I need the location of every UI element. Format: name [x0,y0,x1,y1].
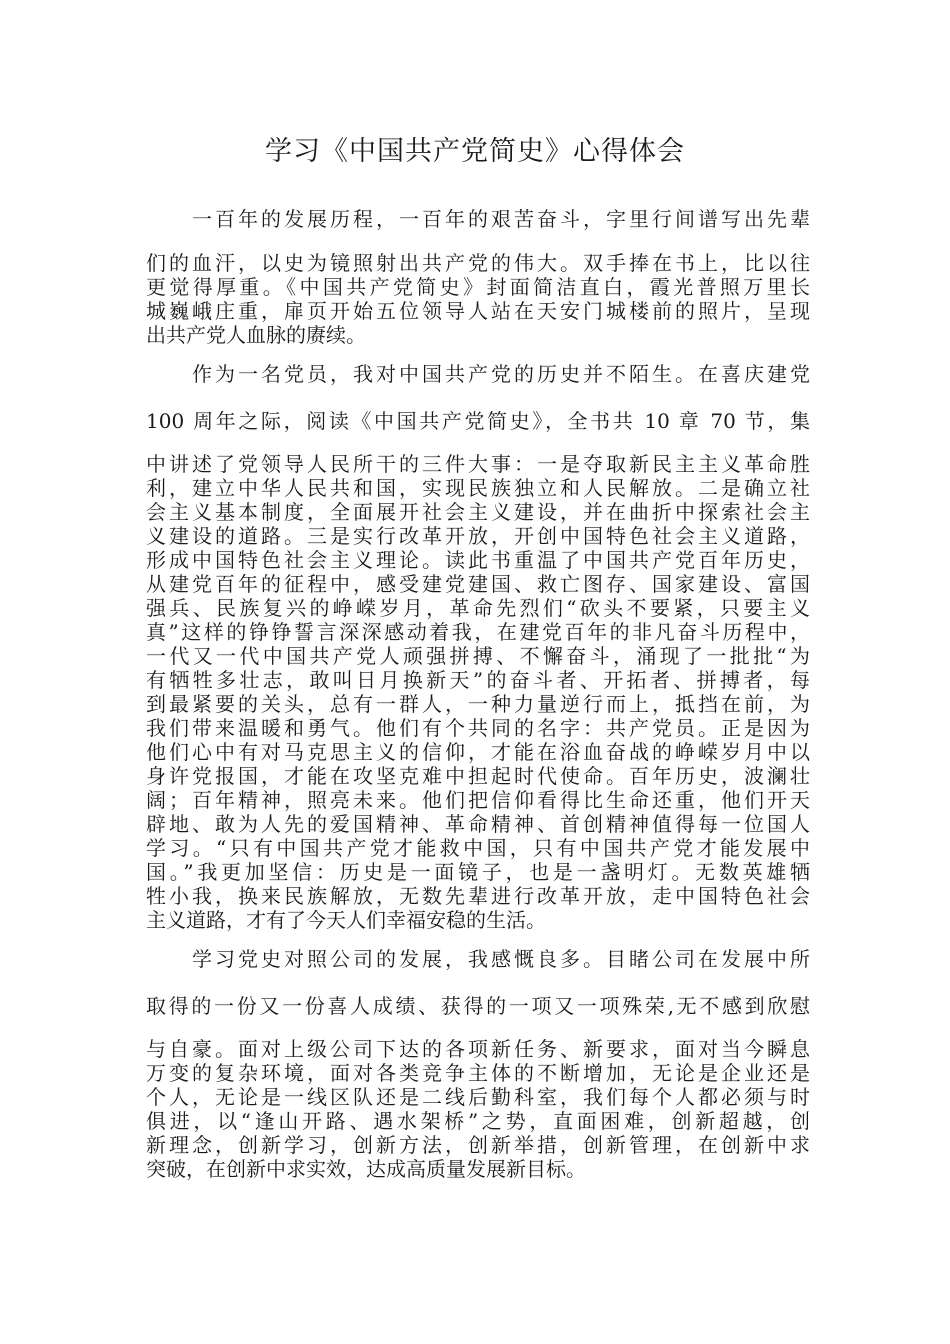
text-line: 们的血汗，以史为镜照射出共产党的伟大。双手捧在书上，比以往 [146,251,810,275]
text-line: 一代又一代中国共产党人顽强拼搏、不懈奋斗，涌现了一批批“为 [146,644,810,668]
text-line: 强兵、民族复兴的峥嵘岁月，革命先烈们“砍头不要紧，只要主义 [146,596,810,620]
text-line: 从建党百年的征程中，感受建党建国、救亡图存、国家建设、富国 [146,572,810,596]
text-line: 形成中国特色社会主义理论。读此书重温了中国共产党百年历史， [146,548,810,572]
text-line: 利，建立中华人民共和国，实现民族独立和人民解放。二是确立社 [146,476,810,500]
text-line: 取得的一份又一份喜人成绩、获得的一项又一项殊荣,无不感到欣慰 [146,994,810,1018]
text-line: 他们心中有对马克思主义的信仰，才能在浴血奋战的峥嵘岁月中以 [146,740,810,764]
text-line: 牲小我，换来民族解放，无数先辈进行改革开放，走中国特色社会 [146,884,810,908]
text-line: 学习。“只有中国共产党才能救中国，只有中国共产党才能发展中 [146,836,810,860]
text-line: 到最紧要的关头，总有一群人，一种力量逆行而上，抵挡在前，为 [146,692,810,716]
text-line: 阔；百年精神，照亮未来。他们把信仰看得比生命还重，他们开天 [146,788,810,812]
text-line: 城巍峨庄重，扉页开始五位领导人站在天安门城楼前的照片，呈现 [146,299,810,323]
text-line: 与自豪。面对上级公司下达的各项新任务、新要求，面对当今瞬息 [146,1037,810,1061]
text-line: 有牺牲多壮志，敢叫日月换新天”的奋斗者、开拓者、拼搏者，每 [146,668,810,692]
text-line: 新理念，创新学习，创新方法，创新举措，创新管理，在创新中求 [146,1133,810,1157]
text-line: 义建设的道路。三是实行改革开放，开创中国特色社会主义道路， [146,524,810,548]
document-title: 学习《中国共产党简史》心得体会 [265,136,685,167]
text-line: 个人，无论是一线区队还是二线后勤科室，我们每个人都必须与时 [146,1085,810,1109]
text-line: 真”这样的铮铮誓言深深感动着我，在建党百年的非凡奋斗历程中， [146,620,810,644]
text-line: 出共产党人血脉的赓续。 [146,323,366,347]
text-line: 我们带来温暖和勇气。他们有个共同的名字：共产党员。正是因为 [146,716,810,740]
text-line: 100 周年之际，阅读《中国共产党简史》，全书共 10 章 70 节，集 [146,409,810,433]
text-line: 会主义基本制度，全面展开社会主义建设，并在曲折中探索社会主 [146,500,810,524]
text-line: 一百年的发展历程，一百年的艰苦奋斗，字里行间谱写出先辈 [192,207,810,231]
text-line: 突破，在创新中求实效，达成高质量发展新目标。 [146,1157,586,1181]
text-line: 主义道路，才有了今天人们幸福安稳的生活。 [146,908,546,932]
text-line: 中讲述了党领导人民所干的三件大事：一是夺取新民主主义革命胜 [146,452,810,476]
text-line: 俱进，以“逢山开路、遇水架桥”之势，直面困难，创新超越，创 [146,1109,810,1133]
text-line: 辟地、敢为人先的爱国精神、革命精神、首创精神值得每一位国人 [146,812,810,836]
text-line: 国。”我更加坚信：历史是一面镜子，也是一盏明灯。无数英雄牺 [146,860,810,884]
text-line: 更觉得厚重。《中国共产党简史》封面简洁直白，霞光普照万里长 [146,275,810,299]
text-line: 作为一名党员，我对中国共产党的历史并不陌生。在喜庆建党 [192,362,810,386]
text-line: 万变的复杂环境，面对各类竞争主体的不断增加，无论是企业还是 [146,1061,810,1085]
text-line: 身许党报国，才能在攻坚克难中担起时代使命。百年历史，波澜壮 [146,764,810,788]
text-line: 学习党史对照公司的发展，我感慨良多。目睹公司在发展中所 [192,947,810,971]
